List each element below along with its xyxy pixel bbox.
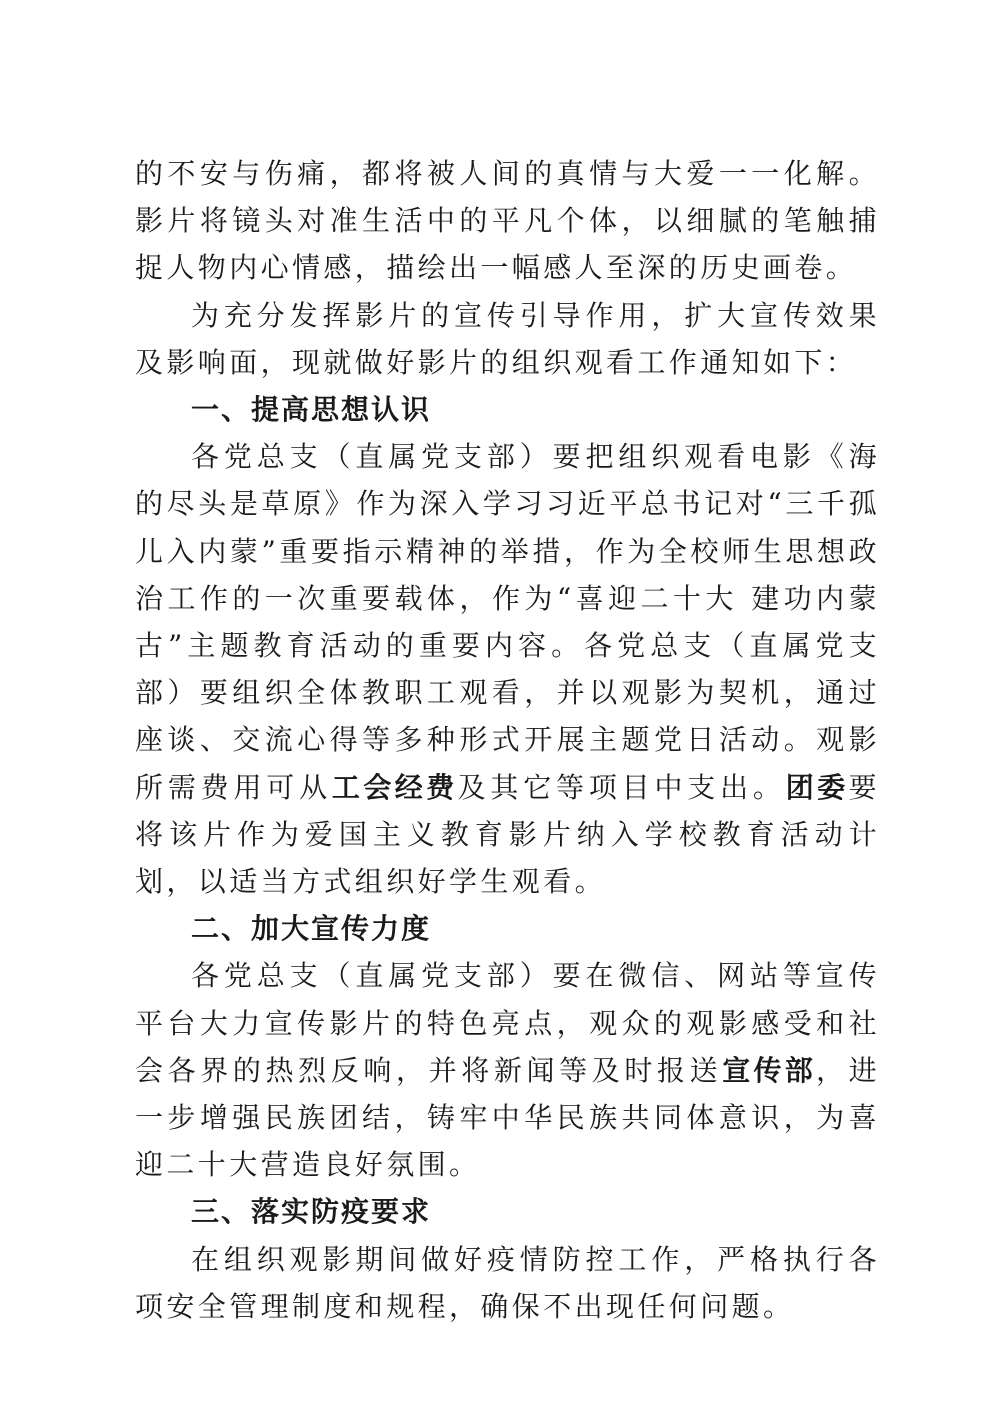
section1-heading: 一、提高思想认识 [191,393,432,427]
section2-text-part2: ，进一步增强民族团结，铸牢中华民族共同体意识，为喜迎二十大营造良好氛围。 [135,1053,880,1182]
section3-heading: 三、落实防疫要求 [191,1195,432,1229]
section2-text-part1: 各党总支（直属党支部）要在微信、网站等宣传平台大力宣传影片的特色亮点，观众的观影感受和社会各界的热烈反响，并将新闻等及时报送 [135,959,880,1087]
continuation-paragraph: 的不安与伤痛，都将被人间的真情与大爱一一化解。影片将镜头对准生活中的平凡个体，以细腻的笔触捕捉人物内心情感，描绘出一幅感人至深的历史画卷。 [135,157,880,285]
section1-bold-union-funds: 工会经费 [331,770,458,804]
document-page [135,150,880,1330]
section2-bold-publicity-dept: 宣传部 [722,1053,816,1087]
intro-paragraph: 为充分发挥影片的宣传引导作用，扩大宣传效果及影响面，现就做好影片的组织观看工作通知如下： [135,298,880,379]
section2-heading: 二、加大宣传力度 [191,912,432,946]
section1-text-part3: 要将该片作为爱国主义教育影片纳入学校教育活动计划，以适当方式组织好学生观看。 [135,770,880,899]
section2-paragraph [135,952,880,1188]
section1-bold-youth-league: 团委 [785,770,849,804]
section3-paragraph: 在组织观影期间做好疫情防控工作，严格执行各项安全管理制度和规程，确保不出现任何问题。 [135,1242,880,1323]
section1-text-part2: 及其它等项目中支出。 [457,770,786,804]
section1-text-part1: 各党总支（直属党支部）要把组织观看电影《海的尽头是草原》作为深入学习习近平总书记对“三千孤儿入内蒙”重要指示精神的举措，作为全校师生思想政治工作的一次重要载体，作为“喜迎二十大 建功内蒙古”主题教育活动的重要内容。各党总支（直属党支部）要组织全体教职工观看，并以观影为契机，通过座谈、交流心得等多种形式开展主题党日活动。观影所需费用可从 [135,440,880,804]
section1-paragraph [135,433,880,905]
